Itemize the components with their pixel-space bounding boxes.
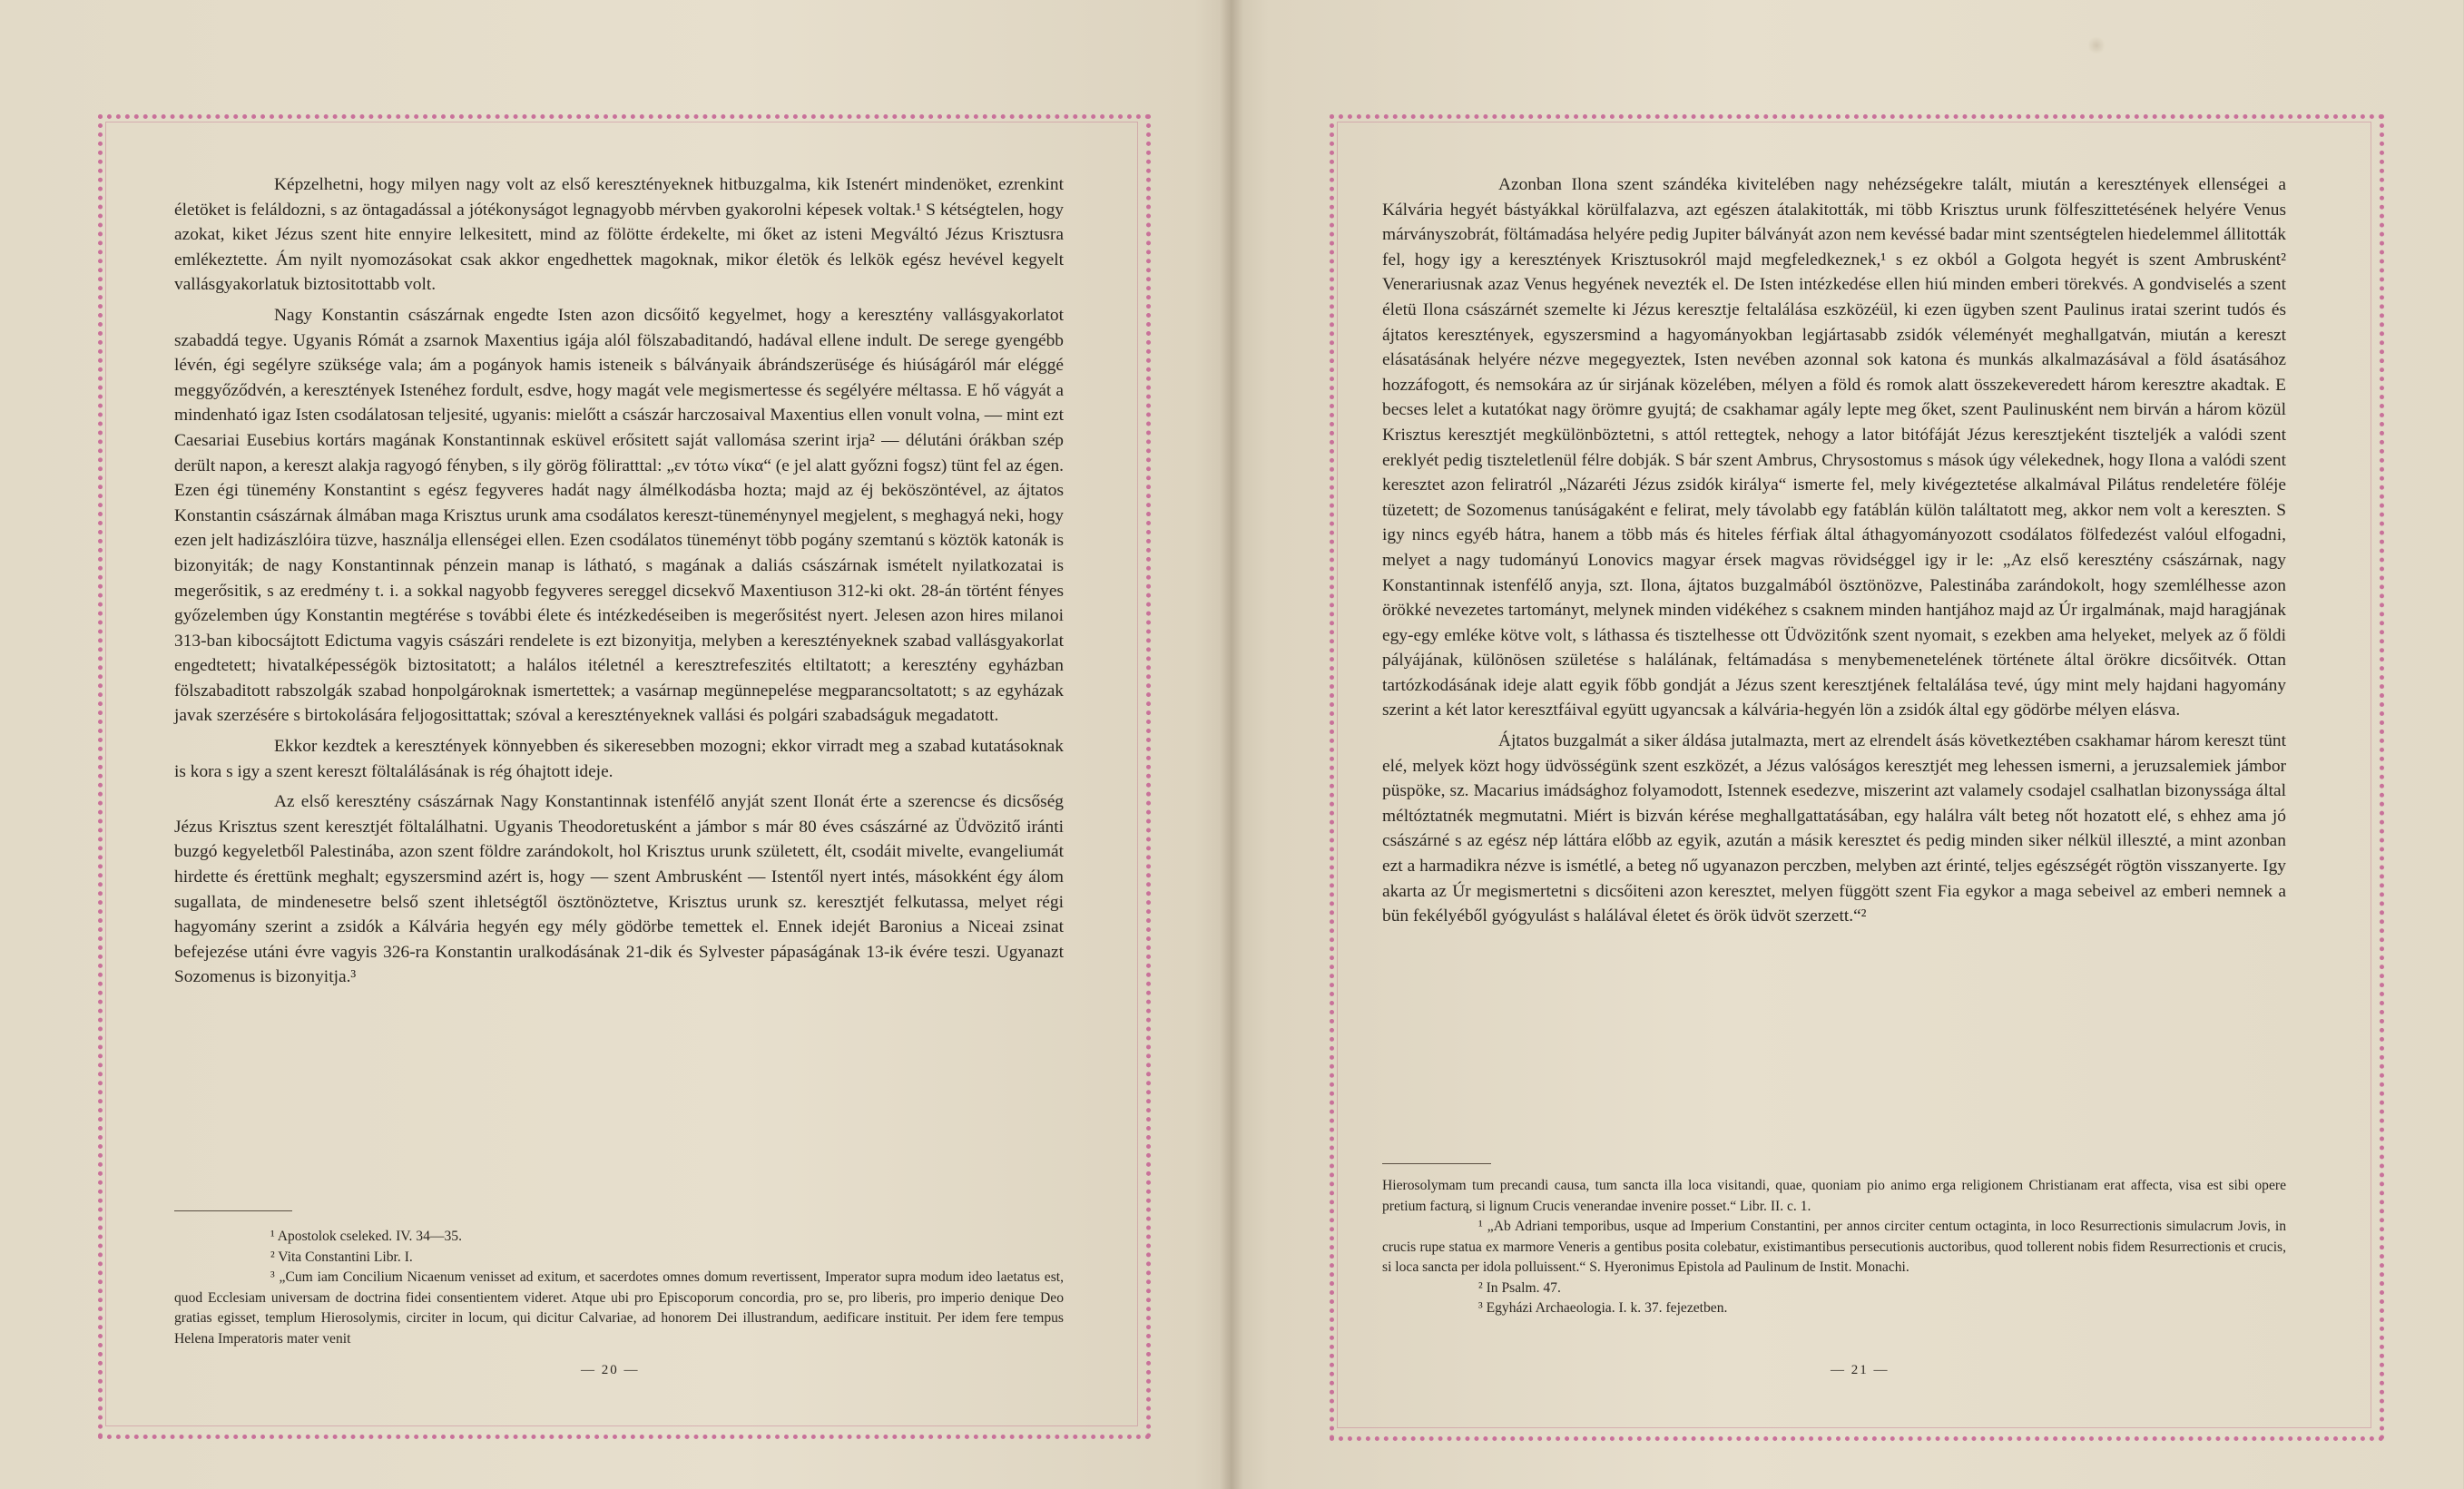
paragraph: Azonban Ilona szent szándéka kivitelében nagy nehézségekre talált, miután a keresztények ellenségei a Kálvária hegyét bástyákkal körülfalazva, azt egészen átalakitották, mi több Krisztus urunk fölfeszittetésének helyére Venus márványszobrát, föltámadása helyére pedig Jupiter bálványát azon nem kevéssé badar mint szentségtelen hiedelemmel állitották fel, hogy igy a keresztények Krisztusokról majd megfeledkeznek,¹ s ez okból a Golgota hegyét is szent Ambrusként² Venerariusnak azaz Venus hegyének nevezték el. De Isten intézkedése ellen hiú minden emberi törekvés. A gondviselés a szent életü Ilona császárnét szemelte ki Jézus keresztje feltalálása eszközéül, ki ezen ügyben szent Paulinus iratai szerint tudós és ájtatos keresztények, egyszersmind a hagyományokban legjártasabb zsidók véleményét meghallgatván, miután a kereszt elásatásának helyére nézve megegyeztek, Isten nevében azonnal sok katona és munkás alkalmazásával a föld ásatásához hozzáfogott, és nemsokára az úr sirjának közelében, mélyen a föld és romok alatt összekeveredett három keresztre akadtak. E becses lelet a kutatókat nagy örömre gyujtá; de csakhamar agály lepte meg őket, szent Paulinusként nem birván a három közül Krisztus keresztjét megkülönböztetni, s attól rettegtek, nehogy a lator bitófáját Jézus keresztjeként tiszteljék a valódi szent ereklyét pedig tiszteletlenül félre dobják. S bár szent Ambrus, Chrysostomus s mások úgy vélekednek, hogy Ilona a valódi szent keresztet azon feliratról „Názaréti Jézus zsidók királya“ ismerte fel, mely kivégeztetése alkalmával Pilátus rendeletére föléje tüzetett; de Sozomenus tanúságaként e felirat, mely távolabb egy fatáblán külön találtatott meg, akkor nem volt a kereszten. S igy nincs egyéb hátra, hanem a több más és hiteles férfiak által áthagyományozott csodálatos fölfedezést valóul elfogadni, melyet a nagy tudományú Lonovics magyar érsek magvas rövidséggel igy ir le: „Az első keresztény császárnak, nagy Konstantinnak istenfélő anyja, szt. Ilona, ájtatos buzgalmából ösztönözve, Palestinába zarándokolt, hogy szemlélhesse azon örökké nevezetes tartományt, melynek minden vidékéhez s csaknem minden hantjához majd az Úr irgalmának, majd haragjának egy-egy emléke kötve volt, s láthassa és tisztelhesse ott Üdvözitőnk szent nyomait, s ezekben ama helyeket, melyek az ő földi pályájának, különösen születése s halálának, feltámadása s menybemenetelének története által örökre dicsőitvék. Ottan tartózkodásának ideje alatt egyik főbb gondját a Jézus szent keresztjének feltalálása tevé, úgy mint mely hajdani hagyomány szerint a két lator keresztfáival együtt ugyancsak a kálvária-hegyén lön a zsidók által egy gödörbe mélyen elásva. bbox=[1382, 175, 2286, 720]
paper-spot bbox=[2087, 36, 2106, 54]
left-page-body bbox=[174, 172, 1064, 995]
footnote: ³ „Cum iam Concilium Nicaenum venisset ad exitum, et sacerdotes omnes domum revertissent, Imperator supra modum ideo laetatus est, quod Ecclesiam universam de doctrina fidei consentientem videret. Atque ubi pro Episcoporum concordia, pro se, pro liberis, pro imperio denique Deo gratias egisset, templum Hierosolymis, circiter in locum, qui dicitur Calvariae, ad honorem Dei illustrandum, aedificare instituit. Per idem fere tempus Helena Imperatoris mater venit bbox=[174, 1269, 1064, 1347]
footnote: ² Vita Constantini Libr. I. bbox=[270, 1249, 413, 1265]
paragraph: Képzelhetni, hogy milyen nagy volt az első keresztényeknek hitbuzgalma, kik Istenért mindenöket, ezrenkint életöket is feláldozni, s az öntagadással a jótékonyságot legnagyobb mérvben gyakorolni képesek voltak.¹ S kétségtelen, hogy azokat, kiket Jézus szent hite ennyire lelkesitett, mind az fölötte érdekelte, mi őket az isteni Megváltó Jézus Krisztusra emlékeztette. Ám nyilt nyomozásokat csak akkor engedhettek magoknak, mikor életök és lelkök egész hevével kegyelt vallásgyakorlatuk biztositottabb volt. bbox=[174, 175, 1064, 295]
footnote: ³ Egyházi Archaeologia. I. k. 37. fejezetben. bbox=[1478, 1300, 1728, 1316]
footnote-rule bbox=[1382, 1163, 1491, 1164]
paragraph: Nagy Konstantin császárnak engedte Isten azon dicsőitő kegyelmet, hogy a keresztény vallásgyakorlatot szabaddá tegye. Ugyanis Rómát a zsarnok Maxentius igája alól fölszabaditandó, hadával ellene indult. De serege gyengébb lévén, égi segélyre szüksége vala; ám a pogányok hamis isteneik s bálványaik ábrándszerüsége és hiúságáról már eléggé meggyőződvén, a keresztények Istenéhez fordult, esdve, hogy magát vele megismertesse és segélyére méltassa. E hő vágyát a mindenható igaz Isten csodálatosan teljesité, ugyanis: mielőtt a császár harczosaival Maxentius ellen vonult volna, — mint ezt Caesariai Eusebius kortárs magának Konstantinnak esküvel erősitett saját vallomása szerint irja² — délutáni órákban szép derült napon, a kereszt alakja ragyogó fényben, s ily görög föliratttal: „εν τότω νίκα“ (e jel alatt győzni fogsz) tünt fel az égen. Ezen égi tünemény Konstantint s egész fegyveres hadát nagy álmélkodásba hozta; majd az éj beköszöntével, az ájtatos Konstantin császárnak álmában maga Krisztus urunk ama csodálatos kereszt-tüneménynyel megjelent, s meghagyá neki, hogy ezen jelt hadizászlóira tüzve, használja ellenségei ellen. Ezen csodálatos tüneményt több pogány szemtanú s köztök katonák is bizonyiták; de nagy Konstantinnak pénzein manap is látható, s magának a daliás császárnak ismételt nyilatkozatai is megerősitik, s az eredmény t. i. a sokkal nagyobb fegyveres sereggel dicsekvő Maxentiuson 312-ki okt. 28-án történt fényes győzelemben úgy Konstantin megtérése s további élete és intézkedéseiben is megerősitést nyert. Jelesen azon hires milanoi 313-ban kibocsájtott Edictuma vagyis császári rendelete is ezt bizonyitja, melyben a keresztényeknek szabad vallásgyakorlat engedtetett; hivatalképességök biztositatott; a halálos itéletnél a keresztrefeszités eltiltatott; a keresztény egyházban fölszabaditott rabszolgák szabad honpolgároknak ismertettek; a vasárnap megünnepelése megparancsoltatott; s az egyházak javak szerzésére s birtokolására feljogosittattak; szóval a keresztényeknek vallási és polgári szabadságuk megadatott. bbox=[174, 305, 1065, 726]
right-page bbox=[1232, 0, 2463, 1489]
footnote: ² In Psalm. 47. bbox=[1478, 1279, 1561, 1296]
paragraph: Ekkor kezdtek a keresztények könnyebben és sikeresebben mozogni; ekkor virradt meg a szabad kutatásoknak is kora s igy a szent kereszt föltalálásának is rég óhajtott ideje. bbox=[174, 737, 1064, 781]
page-number: — 21 — bbox=[1831, 1363, 1890, 1377]
footnote-rule bbox=[174, 1210, 292, 1211]
footnote: ¹ Apostolok cseleked. IV. 34—35. bbox=[270, 1229, 462, 1244]
left-footnotes bbox=[174, 1227, 1064, 1349]
paragraph: Az első keresztény császárnak Nagy Konstantinnak istenfélő anyját szent Ilonát érte a szerencse és dicsőség Jézus Krisztus szent keresztjét föltalálhatni. Ugyanis Theodoretusként a jámbor s már 80 éves császárné az Üdvözitő iránti buzgó kegyeletből Palestinába, azon szent földre zarándokolt, hol Krisztus urunk született, élt, csodáit mivelte, evangeliumát hirdette és érettünk meghalt; egyszersmind azért is, hogy — szent Ambrusként — Istentől nyert intés, másokként égy álom sugallata, de mindenesetre belső szent ihletségtől ösztönöztetve, Krisztus urunk sz. keresztjét felkutassa, melyet régi hagyomány szerint a zsidók a Kálvária hegyén egy mély gödörbe temettek el. Ennek idejét Baronius a Niceai zsinat befejezése utáni évre vagyis 326-ra Konstantin uralkodásának 21-dik és Sylvester pápaságának 13-ik évére teszi. Ugyanazt Sozomenus is bizonyitja.³ bbox=[174, 792, 1064, 987]
footnote: ¹ „Ab Adriani temporibus, usque ad Imperium Constantini, per annos circiter centum octaginta, in loco Resurrectionis simulacrum Jovis, in crucis rupe statua ex marmore Veneris a gentibus posita colebatur, existimantibus persecutionis auctoribus, quod tollerent nobis fidem Resurrectionis et crucis, si loca sancta per idola polluissent.“ S. Hyeronimus Epistola ad Paulinum de Instit. Monachi. bbox=[1382, 1219, 2286, 1275]
footnote-continuation: Hierosolymam tum precandi causa, tum sancta illa loca visitandi, quae, quoniam pio animo erga religionem Christianam erat affecta, visa est sibi opere pretium facturą, si lignum Crucis venerandae invenire posset.“ Libr. II. c. 1. bbox=[1382, 1178, 2286, 1214]
right-footnotes bbox=[1382, 1176, 2286, 1319]
page-number: — 20 — bbox=[581, 1363, 640, 1377]
book-gutter bbox=[1220, 0, 1243, 1489]
right-page-body bbox=[1382, 172, 2286, 935]
paragraph: Ájtatos buzgalmát a siker áldása jutalmazta, mert az elrendelt ásás következtében csakhamar három kereszt tünt elé, melyek közt hogy üdvösségünk szent eszközét, a Jézus valóságos keresztjét meg lehessen ismerni, a jeruzsalemiek jámbor püspöke, sz. Macarius imádsághoz folyamodott, Istennek esedezve, miszerint azt valamely csodajel csalhatlan bizonyssága által méltóztatnék megmutatni. Miért is bizván kérése meghallgattatásában, egy halálra vált beteg nőt hozatott elé, s ehhez ama jó császárné s az egész nép láttára előbb az egyik, azután a másik keresztet és pedig minden siker nélkül illeszté, a mint azonban ezt a harmadikra nézve is ismétlé, a beteg nő ugyanazon perczben, melyben azt érinté, teljes egészségét rögtön visszanyerte. Igy akarta az Úr megismertetni s dicsőiteni azon keresztet, melyen függött szent Fia egykor a maga sebeivel az emberi nemnek a bün fekélyéből gyógyulást s halálával életet és örök üdvöt szerzett.“² bbox=[1382, 731, 2286, 926]
